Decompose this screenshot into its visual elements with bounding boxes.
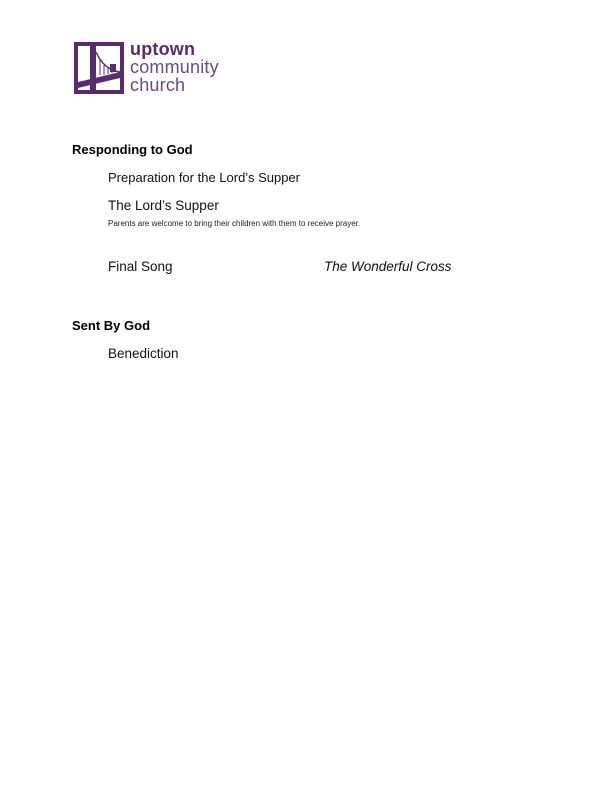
item-preparation: Preparation for the Lord’s Supper [108,170,300,185]
logo-line-uptown: uptown [130,39,196,59]
logo-wordmark [130,40,219,94]
section-heading-sent: Sent By God [72,318,151,333]
logo-line-community: community [130,57,219,77]
item-benediction: Benediction [108,346,179,361]
final-song-title: The Wonderful Cross [324,259,452,274]
item-final-song-label: Final Song [108,259,173,274]
logo-line-church: church [130,75,186,95]
item-lords-supper: The Lord’s Supper [108,198,219,213]
church-logo [74,40,244,96]
section-heading-responding: Responding to God [72,142,193,157]
lords-supper-note: Parents are welcome to bring their children with them to receive prayer. [108,219,361,228]
bridge-logo-icon [74,42,124,94]
